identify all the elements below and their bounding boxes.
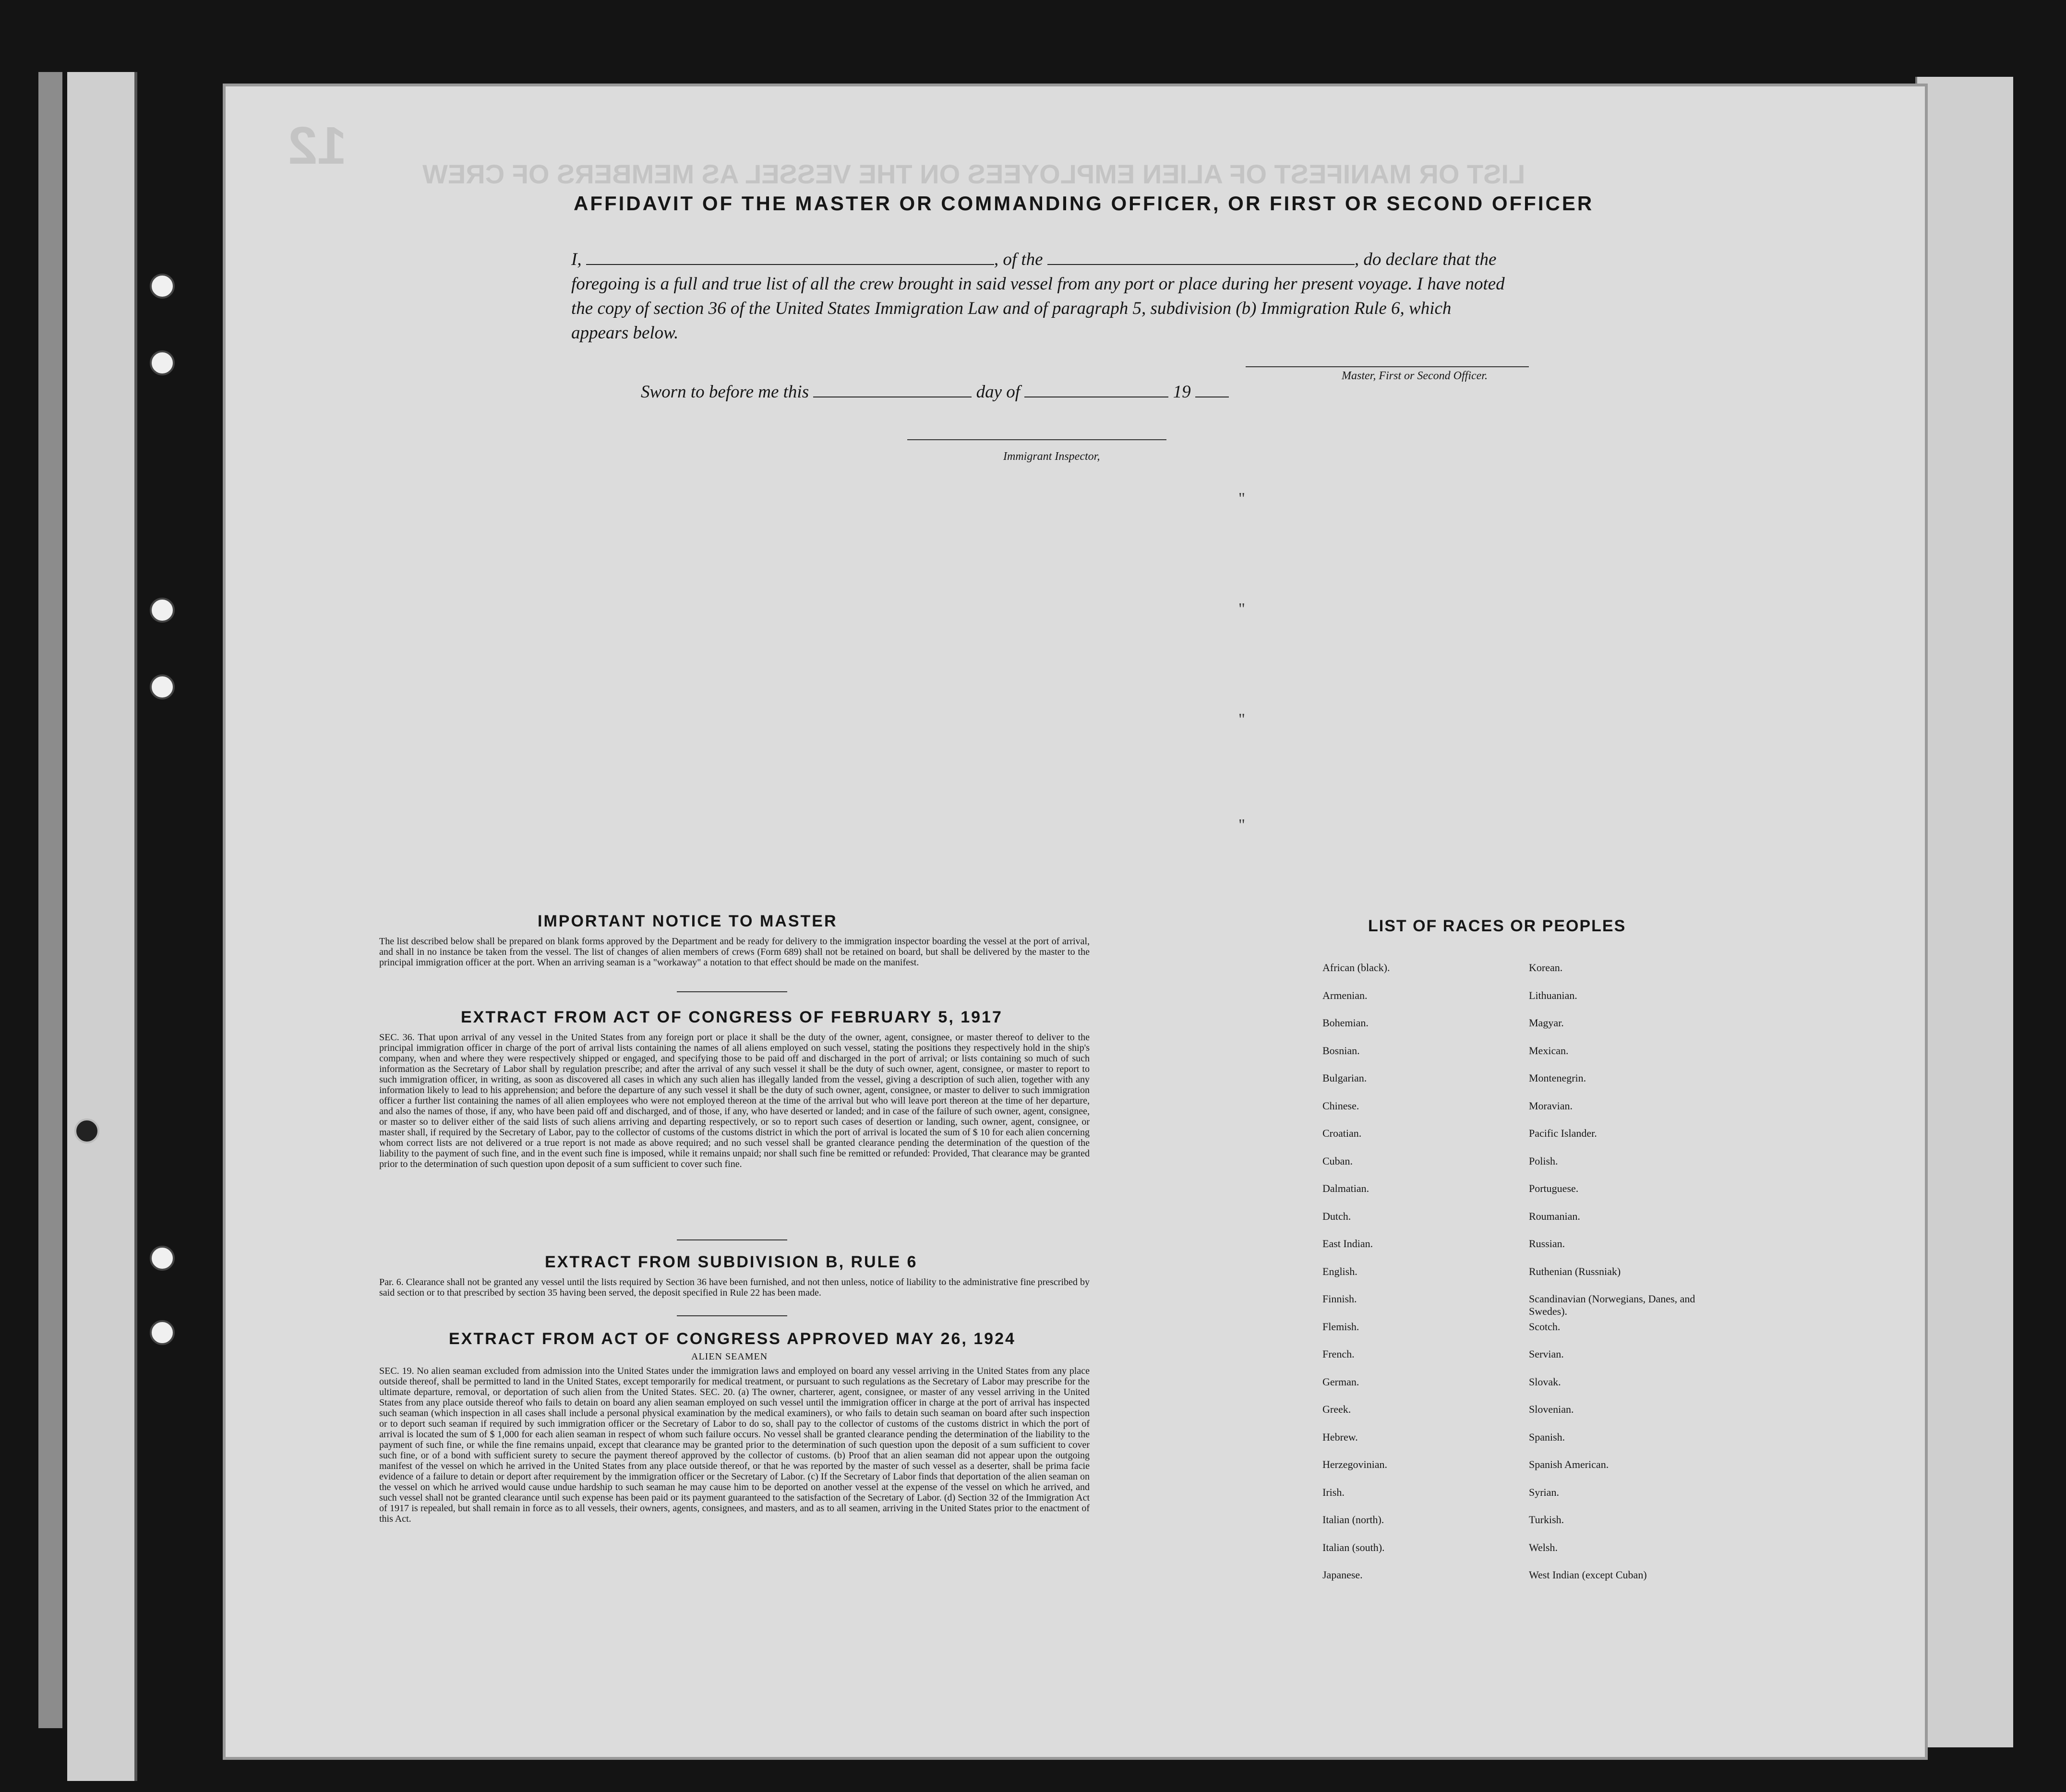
race-item: Bulgarian. bbox=[1322, 1072, 1367, 1084]
race-item: West Indian (except Cuban) bbox=[1529, 1569, 1647, 1581]
race-item: Bosnian. bbox=[1322, 1044, 1360, 1057]
race-item: Bohemian. bbox=[1322, 1017, 1369, 1029]
rule6-title: EXTRACT FROM SUBDIVISION B, RULE 6 bbox=[545, 1253, 918, 1271]
race-item: Chinese. bbox=[1322, 1099, 1359, 1112]
race-item: Korean. bbox=[1529, 962, 1563, 974]
master-signature-label: Master, First or Second Officer. bbox=[1342, 370, 1488, 382]
rule6-body: Par. 6. Clearance shall not be granted any vessel until the lists required by Section 36 have been furnished, and not then unless, notice of liability to the administrative fine prescribed by said section or to that prescribed by section 35 having been served, the deposit specified in Rule 22 has been made. bbox=[379, 1277, 1090, 1298]
race-item: Herzegovinian. bbox=[1322, 1458, 1387, 1470]
binder-hole-icon bbox=[150, 674, 175, 699]
race-item: Mexican. bbox=[1529, 1044, 1569, 1057]
affidavit-title: AFFIDAVIT OF THE MASTER OR COMMANDING OFFICER, OR FIRST OR SECOND OFFICER bbox=[574, 192, 1594, 215]
extract-1917-body: SEC. 36. That upon arrival of any vessel in the United States from any foreign port or place it shall be the duty of the owner, agent, consignee, or master thereof to deliver to the principal immigration officer in charge of the port of arrival lists containing the names of all aliens employed on such vessel, stating the positions they respectively hold in the ship's company, when and where they were respectively shipped or engaged, and specifying those to be paid off and discharged in the port of arrival; or lists containing so much of such information as the Secretary of Labor shall by regulation prescribe; and after the arrival of any such vessel it shall be the duty of such owner, agent, consignee, or master to report to such immigration officer, in writing, as soon as discovered all cases in which any such alien has illegally landed from the vessel, giving a description of such alien, together with any information likely to lead to his apprehension; and before the departure of any such vessel it shall be the duty of such owner, agent, consignee, or master to deliver to such immigration officer a further list containing the names of all alien employees who were not employed thereon at the time of the arrival but who will leave port thereon at the time of her departure, and also the names of those, if any, who have been paid off and discharged, and of those, if any, who have deserted or landed; and in case of the failure of such owner, agent, consignee, or master so to deliver either of the said lists of such aliens arriving and departing respectively, or so to report such cases of desertion or landing, such owner, agent, consignee, or master shall, if required by the Secretary of Labor, pay to the collector of customs of the customs district in which the port of arrival is located the sum of $ 10 for each alien concerning whom correct lists are not delivered or a true report is not made as above required; and no such vessel shall be granted clearance pending the determination of the question of the liability to the payment of such fine, and in the event such fine is imposed, while it remains unpaid; nor shall such fine be remitted or refunded: Provided, That clearance may be granted prior to the determination of such question upon deposit of a sum sufficient to cover such fine. bbox=[379, 1032, 1090, 1169]
race-item: Montenegrin. bbox=[1529, 1072, 1586, 1084]
year-label: 19 bbox=[1173, 382, 1191, 402]
divider bbox=[677, 1239, 787, 1240]
race-item: Scotch. bbox=[1529, 1320, 1561, 1333]
race-item: Spanish. bbox=[1529, 1431, 1565, 1443]
race-item: Welsh. bbox=[1529, 1541, 1558, 1553]
notice-body: The list described below shall be prepared on blank forms approved by the Department and be ready for delivery to the immigration inspector boarding the vessel at the port of arrival, and shall in no instance be taken from the vessel. The list of changes of alien members of crews (Form 689) shall not be retained on board, but shall be delivered by the master to the principal immigration officer at the port. When an arriving seaman is a "workaway" a notation to that effect should be made on the manifest. bbox=[379, 936, 1090, 968]
affidavit-i-label: I, bbox=[571, 250, 582, 269]
ditto-mark-icon: " bbox=[1238, 490, 1245, 507]
inspector-signature-label: Immigrant Inspector, bbox=[1003, 450, 1100, 463]
race-item: Servian. bbox=[1529, 1348, 1564, 1360]
binder-hole-icon bbox=[150, 598, 175, 623]
extract-1924-title: EXTRACT FROM ACT OF CONGRESS APPROVED MAY 26, 1924 bbox=[449, 1330, 1016, 1348]
notice-title: IMPORTANT NOTICE TO MASTER bbox=[538, 912, 838, 930]
race-item: Lithuanian. bbox=[1529, 989, 1577, 1001]
ditto-mark-icon: " bbox=[1238, 816, 1245, 834]
race-item: Flemish. bbox=[1322, 1320, 1359, 1333]
race-item: Slovak. bbox=[1529, 1375, 1561, 1388]
race-item: Irish. bbox=[1322, 1486, 1345, 1498]
race-item: French. bbox=[1322, 1348, 1355, 1360]
extract-1924-body: SEC. 19. No alien seaman excluded from admission into the United States under the immigration laws and employed on board any vessel arriving in the United States from any place outside thereof, shall be permitted to land in the United States, except temporarily for medical treatment, or pursuant to such regulations as the Secretary of Labor may prescribe for the ultimate departure, removal, or deportation of such alien from the United States. SEC. 20. (a) The owner, charterer, agent, consignee, or master of any vessel arriving in the United States from any place outside thereof who fails to detain on board any alien seaman employed on such vessel until the immigration officer in charge at the port of arrival has inspected such seaman (which inspection in all cases shall include a personal physical examination by the medical examiners), or who fails to detain such seaman on board after such inspection or to deport such seaman if required by such immigration officer or the Secretary of Labor to do so, shall pay to the collector of customs of the customs district in which the port of arrival is located the sum of $ 1,000 for each alien seaman in respect of whom such failure occurs. No vessel shall be granted clearance pending the determination of the liability to the payment of such fine, or while the fine remains unpaid, except that clearance may be granted prior to the determination of such question upon the deposit of a sum sufficient to cover such fine, or of a bond with sufficient surety to secure the payment thereof approved by the collector of customs. (b) Proof that an alien seaman did not appear upon the outgoing manifest of the vessel on which he arrived in the United States from any place outside thereof, or that he was reported by the master of such vessel as a deserter, shall be prima facie evidence of a failure to detain or deport after requirement by the immigration officer or the Secretary of Labor. (c) If the Secretary of Labor finds that deportation of the alien seaman on the vessel on which he arrived would cause undue hardship to such seaman he may cause him to be deported on another vessel at the expense of the vessel on which he arrived, and such vessel shall not be granted clearance until such expense has been paid or its payment guaranteed to the satisfaction of the Secretary of Labor. (d) Section 32 of the Immigration Act of 1917 is repealed, but shall remain in force as to all vessels, their owners, agents, consignees, and masters, and as to all seamen, arriving in the United States prior to the enactment of this Act. bbox=[379, 1366, 1090, 1524]
race-item: Dutch. bbox=[1322, 1210, 1351, 1222]
affidavit-do-declare: , do declare bbox=[1354, 250, 1439, 269]
binder-strip bbox=[38, 72, 62, 1728]
ghost-page-number: 12 bbox=[288, 116, 347, 175]
ghost-header: LIST OR MANIFEST OF ALIEN EMPLOYEES ON THE VESSEL AS MEMBERS OF CREW bbox=[422, 159, 1525, 189]
race-item: Magyar. bbox=[1529, 1017, 1564, 1029]
race-item: Hebrew. bbox=[1322, 1431, 1358, 1443]
race-item: Russian. bbox=[1529, 1238, 1565, 1250]
binder-ring-icon bbox=[74, 1118, 99, 1143]
sworn-line bbox=[641, 382, 1229, 402]
race-item: African (black). bbox=[1322, 962, 1390, 974]
race-item: Dalmatian. bbox=[1322, 1182, 1369, 1194]
vessel-name-field[interactable] bbox=[1047, 264, 1355, 265]
binder-hole-icon bbox=[150, 1246, 175, 1271]
divider bbox=[677, 1315, 787, 1316]
races-title: LIST OF RACES OR PEOPLES bbox=[1368, 917, 1626, 935]
binder-hole-icon bbox=[150, 1320, 175, 1345]
race-item: Croatian. bbox=[1322, 1127, 1362, 1139]
race-item: Portuguese. bbox=[1529, 1182, 1579, 1194]
race-item: Japanese. bbox=[1322, 1569, 1363, 1581]
extract-1924-subtitle: ALIEN SEAMEN bbox=[691, 1351, 768, 1362]
race-item: Italian (south). bbox=[1322, 1541, 1385, 1553]
race-item: East Indian. bbox=[1322, 1238, 1373, 1250]
master-signature-field[interactable] bbox=[1246, 366, 1529, 367]
race-item: Syrian. bbox=[1529, 1486, 1559, 1498]
race-item: Ruthenian (Russniak) bbox=[1529, 1265, 1621, 1277]
race-item: Finnish. bbox=[1322, 1293, 1357, 1305]
underlying-page-edge bbox=[1915, 77, 2013, 1747]
race-item: Greek. bbox=[1322, 1403, 1351, 1415]
race-item: Spanish American. bbox=[1529, 1458, 1609, 1470]
race-item: German. bbox=[1322, 1375, 1359, 1388]
affidavit-body bbox=[571, 247, 1507, 345]
binder-edge bbox=[67, 72, 137, 1781]
divider bbox=[677, 991, 787, 992]
extract-1917-title: EXTRACT FROM ACT OF CONGRESS OF FEBRUARY 5, 1917 bbox=[461, 1008, 1003, 1026]
race-item: Moravian. bbox=[1529, 1099, 1573, 1112]
race-item: Slovenian. bbox=[1529, 1403, 1574, 1415]
race-item: Pacific Islander. bbox=[1529, 1127, 1597, 1139]
affidavit-statement: that the foregoing is a full and true list of all the crew brought in said vessel from any port or place during her present voyage. I have noted the copy of section 36 of the United States Immigration Law and of paragraph 5, subdivision (b) Immigration Rule 6, which appears below. bbox=[571, 250, 1505, 343]
race-item: Roumanian. bbox=[1529, 1210, 1580, 1222]
race-item: Scandinavian (Norwegians, Danes, and Swedes). bbox=[1529, 1293, 1695, 1317]
binder-hole-icon bbox=[150, 274, 175, 299]
sworn-label: Sworn to before me this bbox=[641, 382, 809, 402]
ditto-mark-icon: " bbox=[1238, 710, 1245, 728]
race-item: Turkish. bbox=[1529, 1514, 1564, 1526]
ditto-mark-icon: " bbox=[1238, 600, 1245, 618]
binder-hole-icon bbox=[150, 350, 175, 375]
race-item: Polish. bbox=[1529, 1155, 1558, 1167]
inspector-signature-field[interactable] bbox=[907, 439, 1166, 440]
race-item: Italian (north). bbox=[1322, 1514, 1384, 1526]
day-of-label: day of bbox=[976, 382, 1021, 402]
affidavit-of-the: , of the bbox=[994, 250, 1043, 269]
race-item: English. bbox=[1322, 1265, 1357, 1277]
race-item: Armenian. bbox=[1322, 989, 1368, 1001]
race-item: Cuban. bbox=[1322, 1155, 1353, 1167]
officer-name-field[interactable] bbox=[586, 264, 994, 265]
